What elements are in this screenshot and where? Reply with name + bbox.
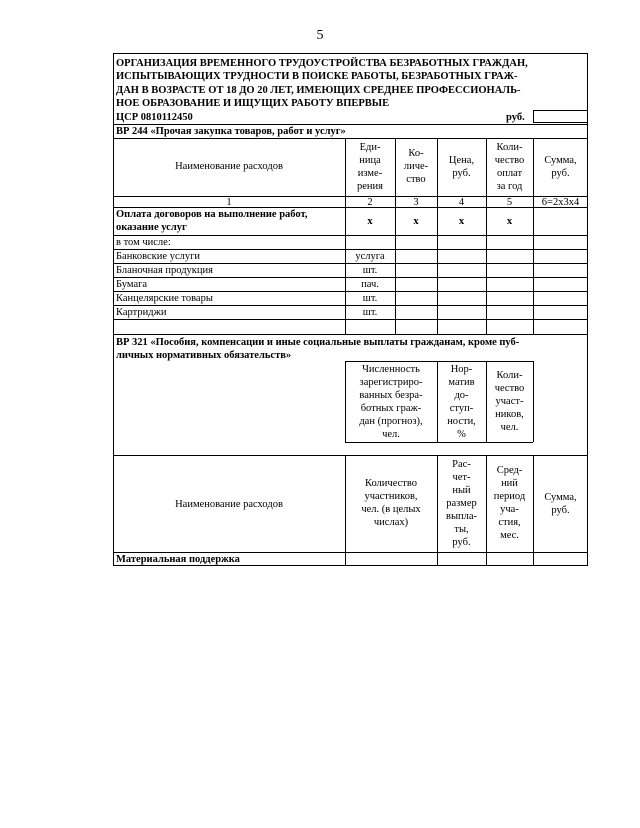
title-line: НОЕ ОБРАЗОВАНИЕ И ИЩУЩИХ РАБОТУ ВПЕРВЫЕ bbox=[116, 98, 390, 109]
x-mark: х bbox=[506, 216, 513, 227]
header-expense-name: Наименование расходов bbox=[175, 499, 283, 510]
currency-label: руб. bbox=[506, 112, 525, 123]
currency-total-box bbox=[533, 110, 588, 123]
title-line: ДАН В ВОЗРАСТЕ ОТ 18 ДО 20 ЛЕТ, ИМЕЮЩИХ СРЕДНЕЕ ПРОФЕССИОНАЛЬ- bbox=[116, 85, 521, 96]
row-material-support: Материальная поддержка bbox=[116, 554, 240, 565]
vr244-title: ВР 244 «Прочая закупка товаров, работ и услуг» bbox=[116, 126, 346, 137]
page-number: 5 bbox=[316, 28, 324, 43]
including-label: в том числе: bbox=[116, 237, 171, 248]
title-line: ИСПЫТЫВАЮЩИХ ТРУДНОСТИ В ПОИСКЕ РАБОТЫ, БЕЗРАБОТНЫХ ГРАЖ- bbox=[116, 71, 518, 82]
x-mark: х bbox=[367, 216, 373, 227]
csr-code: ЦСР 0810112450 bbox=[116, 112, 193, 123]
header-expense-name: Наименование расходов bbox=[175, 161, 283, 172]
x-mark: х bbox=[458, 216, 465, 227]
title-line: ОРГАНИЗАЦИЯ ВРЕМЕННОГО ТРУДОУСТРОЙСТВА БЕЗРАБОТНЫХ ГРАЖДАН, bbox=[116, 58, 528, 69]
x-mark: х bbox=[413, 216, 419, 227]
